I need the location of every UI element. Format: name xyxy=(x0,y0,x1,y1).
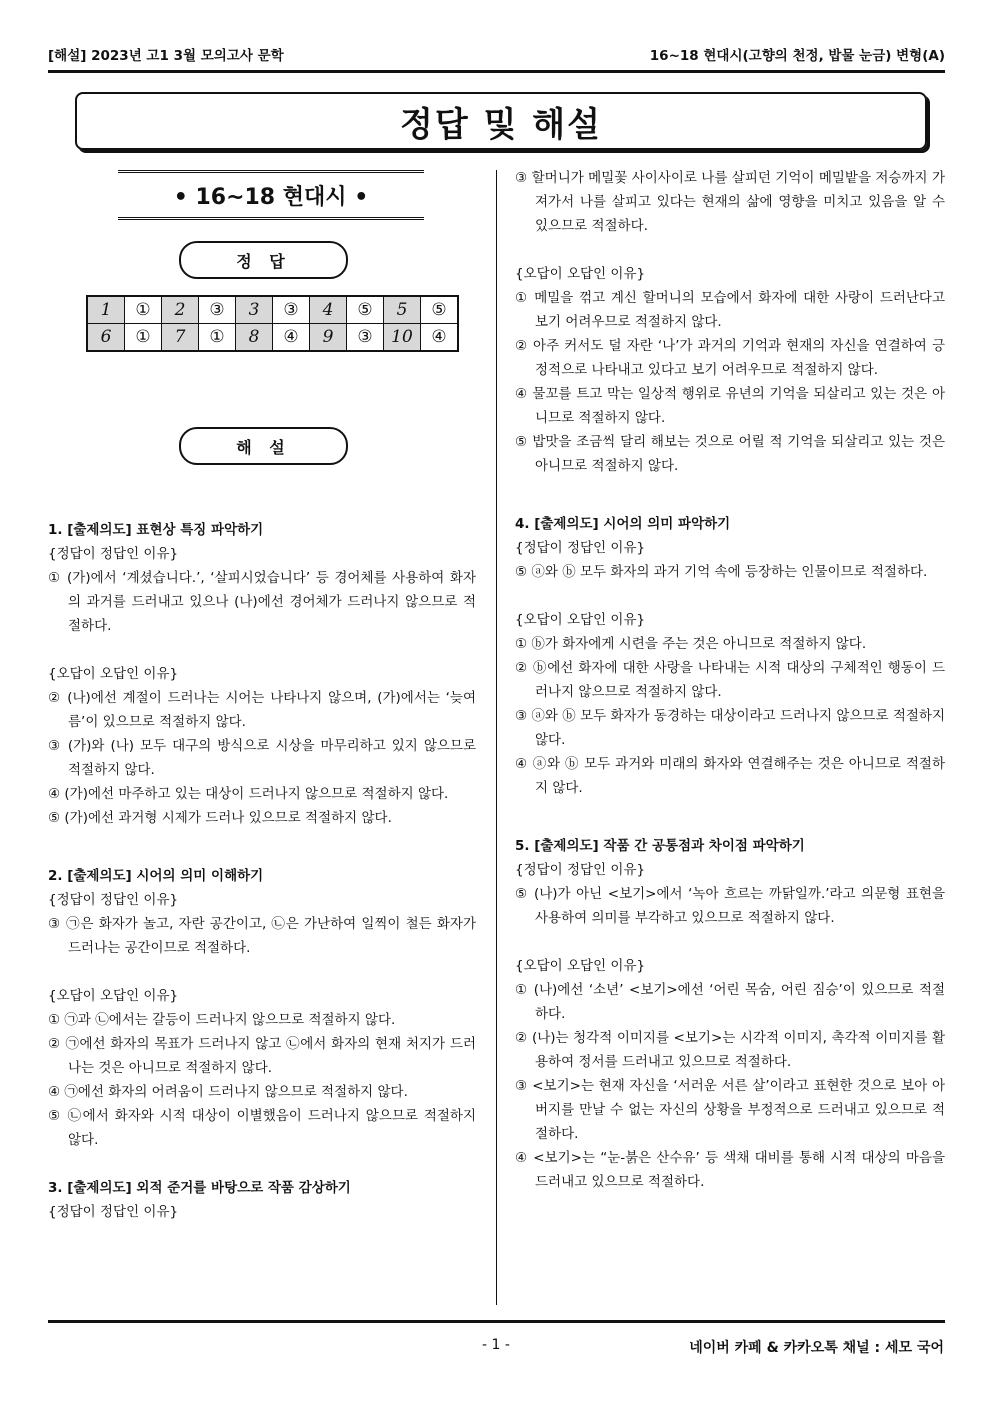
q3-correct-head: {정답이 정답인 이유} xyxy=(48,1204,179,1220)
q5-wrong-item: ④ <보기>는 “눈-붉은 산수유’ 등 색채 대비를 통해 시적 대상의 마음을 드러내고 있으므로 적절하다. xyxy=(515,1150,945,1190)
answer-row xyxy=(87,296,458,324)
q2-correct-item: ③ ㉠은 화자가 놀고, 자란 공간이고, ㉡은 가난하여 일찍이 철든 화자가 드러나는 공간이므로 적절하다. xyxy=(48,916,476,956)
q3-wrong-item: ② 아주 커서도 덜 자란 ‘나’가 과거의 기억과 현재의 자신을 연결하여 긍정적으로 나타내고 있다고 보기 어려우므로 적절하지 않다. xyxy=(515,338,945,378)
q4-wrong-item: ④ ⓐ와 ⓑ 모두 과거와 미래의 화자와 연결해주는 것은 아니므로 적절하지 않다. xyxy=(515,756,945,796)
q4-wrong-head: {오답이 오답인 이유} xyxy=(515,612,646,628)
q5-title: 5. [출제의도] 작품 간 공통점과 차이점 파악하기 xyxy=(515,838,805,854)
explain-label: 해 설 xyxy=(179,427,348,465)
title-box xyxy=(75,92,927,150)
q5-wrong-item: ② (나)는 청각적 이미지를 <보기>는 시각적 이미지, 촉각적 이미지를 활용하여 정서를 드러내고 있으므로 적절하다. xyxy=(515,1030,945,1070)
question-number: 2 xyxy=(162,296,199,324)
question-number: 6 xyxy=(87,324,125,352)
q5-wrong-item: ① (나)에선 ‘소년’ <보기>에선 ‘어린 목숨, 어린 짐승’이 있으므로 적절하다. xyxy=(515,982,945,1022)
q4-correct-item: ⑤ ⓐ와 ⓑ 모두 화자의 과거 기억 속에 등장하는 인물이므로 적절하다. xyxy=(515,564,928,580)
q4-wrong-item: ① ⓑ가 화자에게 시련을 주는 것은 아니므로 적절하지 않다. xyxy=(515,636,867,652)
q3-title: 3. [출제의도] 외적 준거를 바탕으로 작품 감상하기 xyxy=(48,1180,351,1196)
column-divider xyxy=(496,170,497,1305)
q1-wrong-head: {오답이 오답인 이유} xyxy=(48,666,179,682)
question-number: 3 xyxy=(236,296,273,324)
q3-wrong-head: {오답이 오답인 이유} xyxy=(515,266,646,282)
page-header xyxy=(48,42,945,64)
q3-wrong-item: ④ 물꼬를 트고 막는 일상적 행위로 유년의 기억을 되살리고 있는 것은 아니므로 적절하지 않다. xyxy=(515,386,945,426)
section-banner: • 16~18 현대시 • xyxy=(118,170,424,220)
page-number: - 1 - xyxy=(482,1337,510,1353)
q2-correct-head: {정답이 정답인 이유} xyxy=(48,892,179,908)
answer-value: ⑤ xyxy=(421,296,459,324)
q1-title: 1. [출제의도] 표현상 특징 파악하기 xyxy=(48,522,264,538)
answer-value: ③ xyxy=(199,296,236,324)
q2-wrong-item: ④ ㉠에선 화자의 어려움이 드러나지 않으므로 적절하지 않다. xyxy=(48,1084,408,1100)
left-column xyxy=(48,518,476,1224)
answer-table xyxy=(86,295,459,352)
answer-value: ① xyxy=(125,296,162,324)
answer-row xyxy=(87,324,458,352)
answer-value: ③ xyxy=(273,296,310,324)
q1-wrong-item: ④ (가)에선 마주하고 있는 대상이 드러나지 않으므로 적절하지 않다. xyxy=(48,786,449,802)
q5-wrong-item: ③ <보기>는 현재 자신을 ‘서러운 서른 살’이라고 표현한 것으로 보아 아버지를 만날 수 없는 자신의 상황을 부정적으로 드러내고 있으므로 적절하다. xyxy=(515,1078,945,1142)
page-title: 정답 및 해설 xyxy=(400,104,602,145)
q3-wrong-item: ① 메밀을 꺾고 계신 할머니의 모습에서 화자에 대한 사랑이 드러난다고 보기 어려우므로 적절하지 않다. xyxy=(515,290,945,330)
q4-correct-head: {정답이 정답인 이유} xyxy=(515,540,646,556)
q1-correct-item: ① (가)에서 ‘계셨습니다.’, ‘살피시었습니다’ 등 경어체를 사용하여 화자의 과거를 드러내고 있으나 (나)에선 경어체가 드러나지 않으므로 적절하다. xyxy=(48,570,476,634)
q3-wrong-item: ⑤ 밥맛을 조금씩 달리 해보는 것으로 어릴 적 기억을 되살리고 있는 것은 아니므로 적절하지 않다. xyxy=(515,434,945,474)
footer-credit: 네이버 카페 & 카카오톡 채널 : 세모 국어 xyxy=(689,1340,944,1356)
right-column xyxy=(515,166,945,1194)
answer-value: ④ xyxy=(273,324,310,352)
question-number: 4 xyxy=(310,296,347,324)
q2-wrong-head: {오답이 오답인 이유} xyxy=(48,988,179,1004)
q2-wrong-item: ⑤ ㉡에서 화자와 시적 대상이 이별했음이 드러나지 않으므로 적절하지 않다. xyxy=(48,1108,476,1148)
answer-value: ① xyxy=(125,324,162,352)
q1-wrong-item: ⑤ (가)에선 과거형 시제가 드러나 있으므로 적절하지 않다. xyxy=(48,810,392,826)
q4-title: 4. [출제의도] 시어의 의미 파악하기 xyxy=(515,516,731,532)
q5-wrong-head: {오답이 오답인 이유} xyxy=(515,958,646,974)
question-number: 1 xyxy=(87,296,125,324)
q2-title: 2. [출제의도] 시어의 의미 이해하기 xyxy=(48,868,264,884)
question-number: 10 xyxy=(384,324,421,352)
q2-wrong-item: ① ㉠과 ㉡에서는 갈등이 드러나지 않으므로 적절하지 않다. xyxy=(48,1012,396,1028)
answer-value: ③ xyxy=(347,324,384,352)
question-number: 9 xyxy=(310,324,347,352)
q1-wrong-item: ② (나)에선 계절이 드러나는 시어는 나타나지 않으며, (가)에서는 ‘늦여름’이 있으므로 적절하지 않다. xyxy=(48,690,476,730)
answer-value: ④ xyxy=(421,324,459,352)
q5-correct-head: {정답이 정답인 이유} xyxy=(515,862,646,878)
answer-label: 정 답 xyxy=(179,241,348,279)
q2-wrong-item: ② ㉠에선 화자의 목표가 드러나지 않고 ㉡에서 화자의 현재 처지가 드러나는 것은 아니므로 적절하지 않다. xyxy=(48,1036,476,1076)
question-number: 8 xyxy=(236,324,273,352)
footer-rule xyxy=(48,1320,945,1323)
header-right: 16~18 현대시(고향의 천정, 밥물 눈금) 변형(A) xyxy=(649,48,945,64)
q3-correct-item: ③ 할머니가 메밀꽃 사이사이로 나를 살피던 기억이 메밀밭을 저승까지 가져가서 나를 살피고 있다는 현재의 삶에 영향을 미치고 있음을 알 수 있으므로 적절하다. xyxy=(515,170,945,234)
question-number: 5 xyxy=(384,296,421,324)
q1-correct-head: {정답이 정답인 이유} xyxy=(48,546,179,562)
answer-value: ① xyxy=(199,324,236,352)
header-rule xyxy=(48,70,945,73)
q5-correct-item: ⑤ (나)가 아닌 <보기>에서 ‘녹아 흐르는 까닭일까.’라고 의문형 표현을 사용하여 의미를 부각하고 있으므로 적절하지 않다. xyxy=(515,886,945,926)
question-number: 7 xyxy=(162,324,199,352)
q4-wrong-item: ③ ⓐ와 ⓑ 모두 화자가 동경하는 대상이라고 드러나지 않으므로 적절하지 않다. xyxy=(515,708,945,748)
answer-value: ⑤ xyxy=(347,296,384,324)
q1-wrong-item: ③ (가)와 (나) 모두 대구의 방식으로 시상을 마무리하고 있지 않으므로 적절하지 않다. xyxy=(48,738,476,778)
header-left: [해설] 2023년 고1 3월 모의고사 문학 xyxy=(48,48,284,64)
q4-wrong-item: ② ⓑ에선 화자에 대한 사랑을 나타내는 시적 대상의 구체적인 행동이 드러나지 않으므로 적절하지 않다. xyxy=(515,660,945,700)
